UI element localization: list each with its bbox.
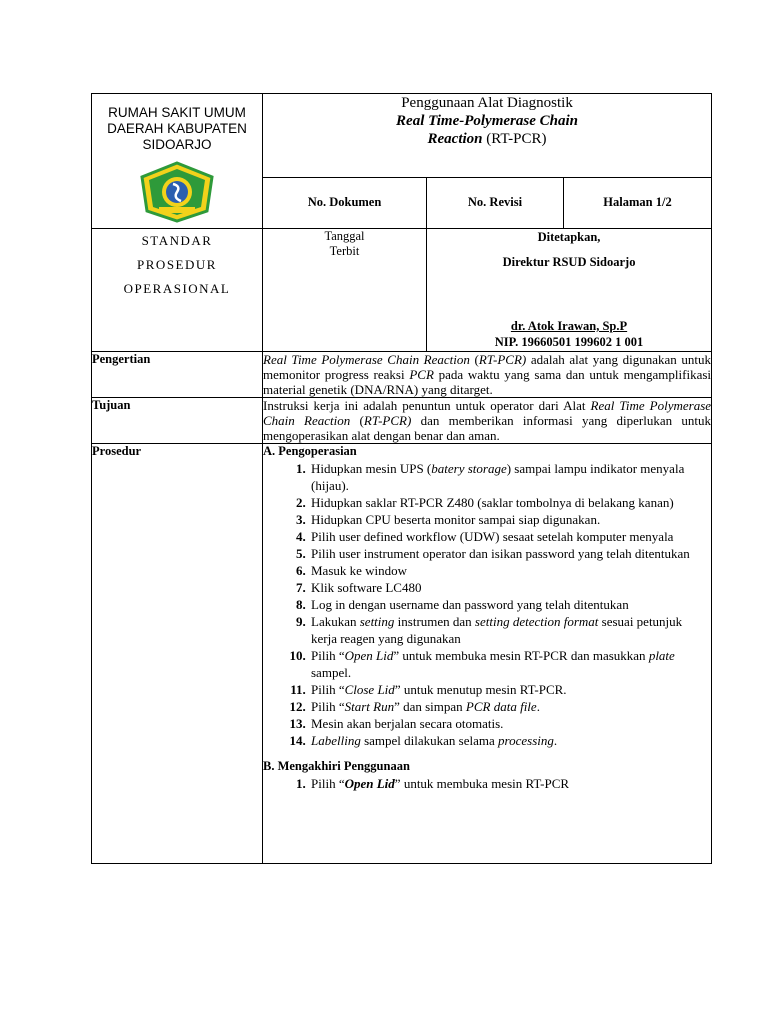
step-text-run: Pilih user defined workflow (UDW) sesaat setelah komputer menyala xyxy=(311,529,674,544)
procedure-step xyxy=(309,460,711,494)
pengertian-label: Pengertian xyxy=(92,352,263,398)
title-line-2: Real Time-Polymerase Chain xyxy=(396,113,578,129)
pengertian-text xyxy=(263,352,712,398)
step-text-run: Klik software LC480 xyxy=(311,580,422,595)
tujuan-label: Tujuan xyxy=(92,398,263,444)
procedure-step xyxy=(309,494,711,511)
step-text-run: sampel dilakukan selama xyxy=(360,733,499,748)
step-text-run: Start Run xyxy=(344,699,395,714)
step-text-run: Hidupkan CPU beserta monitor sampai siap digunakan. xyxy=(311,512,601,527)
step-text-run: ) sampai lampu indikator menyala (hijau). xyxy=(311,461,685,493)
ditetapkan-label: Ditetapkan, xyxy=(537,230,601,244)
procedure-step xyxy=(309,698,711,715)
step-text-run: . xyxy=(536,699,540,714)
no-dokumen: No. Dokumen xyxy=(263,177,427,228)
text-run: pada waktu yang sama dan untuk mengamplifikasi material genetik (DNA/RNA) yang ditarget. xyxy=(263,367,712,397)
steps-a-list xyxy=(263,460,711,749)
direktur-label: Direktur RSUD Sidoarjo xyxy=(502,255,636,269)
procedure-step xyxy=(309,775,711,792)
text-run: PCR xyxy=(409,367,434,382)
step-text-run: sampel. xyxy=(311,665,352,680)
title-line-3: Reaction (RT-PCR) xyxy=(427,131,547,147)
step-text-run: plate xyxy=(648,648,675,663)
step-text-run: Mesin akan berjalan secara otomatis. xyxy=(311,716,504,731)
step-text-run: Pilih “ xyxy=(311,699,345,714)
step-text-run: Open Lid xyxy=(344,648,394,663)
procedure-step xyxy=(309,579,711,596)
step-text-run: ” untuk membuka mesin RT-PCR dan masukkan xyxy=(393,648,649,663)
procedure-step xyxy=(309,613,711,647)
step-text-run: Pilih “ xyxy=(311,776,345,791)
procedure-step xyxy=(309,545,711,562)
text-run: Instruksi kerja ini adalah penuntun untuk operator dari Alat xyxy=(263,398,591,413)
step-text-run: Pilih “ xyxy=(311,682,345,697)
step-text-run: sesuai petunjuk kerja reagen yang digunakan xyxy=(311,614,683,646)
step-text-run: Close Lid xyxy=(344,682,395,697)
signer-name: dr. Atok Irawan, Sp.P xyxy=(510,319,628,333)
step-text-run: . xyxy=(553,733,558,748)
step-text-run: setting detection format xyxy=(474,614,599,629)
text-run: ( xyxy=(350,413,364,428)
procedure-step xyxy=(309,681,711,698)
procedure-step xyxy=(309,511,711,528)
hospital-cell xyxy=(92,94,263,229)
text-run: dan memberikan informasi yang diperlukan untuk mengoperasikan alat dengan benar dan aman. xyxy=(263,413,712,443)
step-text-run: Log in dengan username dan password yang telah ditentukan xyxy=(311,597,629,612)
procedure-step xyxy=(309,732,711,749)
signature-block xyxy=(427,318,711,350)
text-run: Real Time Polymerase Chain Reaction xyxy=(263,352,470,367)
step-text-run: processing xyxy=(498,733,554,748)
signer-nip: NIP. 19660501 199602 1 001 xyxy=(494,335,644,349)
step-text-run: setting xyxy=(359,614,395,629)
text-run: Real Time Polymerase Chain Reaction xyxy=(263,398,712,428)
document-title-cell xyxy=(263,94,712,178)
step-text-run: Masuk ke window xyxy=(311,563,408,578)
hospital-name: RUMAH SAKIT UMUM DAERAH KABUPATEN SIDOARJO xyxy=(107,105,247,152)
text-run: RT-PCR) xyxy=(478,352,527,367)
prosedur-content xyxy=(263,444,712,864)
sop-label: STANDAR PROSEDUR OPERASIONAL xyxy=(92,229,263,352)
text-run: adalah alat yang digunakan untuk memonitor progress reaksi xyxy=(263,352,712,382)
section-b-title: B. Mengakhiri Penggunaan xyxy=(263,759,410,773)
tanggal-terbit: Tanggal Terbit xyxy=(263,229,427,352)
title-line-1: Penggunaan Alat Diagnostik xyxy=(401,95,573,111)
step-text-run: ” untuk menutup mesin RT-PCR. xyxy=(394,682,567,697)
sop-table xyxy=(91,93,712,864)
procedure-step xyxy=(309,715,711,732)
section-a-title: A. Pengoperasian xyxy=(263,444,357,458)
step-text-run: Labelling xyxy=(311,733,361,748)
step-text-run: Lakukan xyxy=(311,614,360,629)
step-text-run: PCR data file xyxy=(465,699,537,714)
procedure-step xyxy=(309,528,711,545)
step-text-run: Pilih user instrument operator dan isikan password yang telah ditentukan xyxy=(311,546,690,561)
tujuan-text xyxy=(263,398,712,444)
prosedur-label: Prosedur xyxy=(92,444,263,864)
step-text-run: Hidupkan mesin UPS ( xyxy=(311,461,432,476)
step-text-run: Hidupkan saklar RT-PCR Z480 (saklar tombolnya di belakang kanan) xyxy=(311,495,674,510)
no-revisi: No. Revisi xyxy=(427,177,564,228)
halaman: Halaman 1/2 xyxy=(564,177,712,228)
text-run: ( xyxy=(469,352,479,367)
procedure-step xyxy=(309,562,711,579)
procedure-step xyxy=(309,596,711,613)
steps-b-list xyxy=(263,775,711,792)
step-text-run: instrumen dan xyxy=(394,614,475,629)
step-text-run: batery storage xyxy=(431,461,507,476)
step-text-run: Pilih “ xyxy=(311,648,345,663)
hospital-logo xyxy=(137,161,217,223)
step-text-run: ” untuk membuka mesin RT-PCR xyxy=(394,776,570,791)
step-text-run: Open Lid xyxy=(344,776,395,791)
procedure-step xyxy=(309,647,711,681)
ditetapkan-cell xyxy=(427,229,712,352)
text-run: RT-PCR) xyxy=(363,413,412,428)
step-text-run: ” dan simpan xyxy=(394,699,466,714)
